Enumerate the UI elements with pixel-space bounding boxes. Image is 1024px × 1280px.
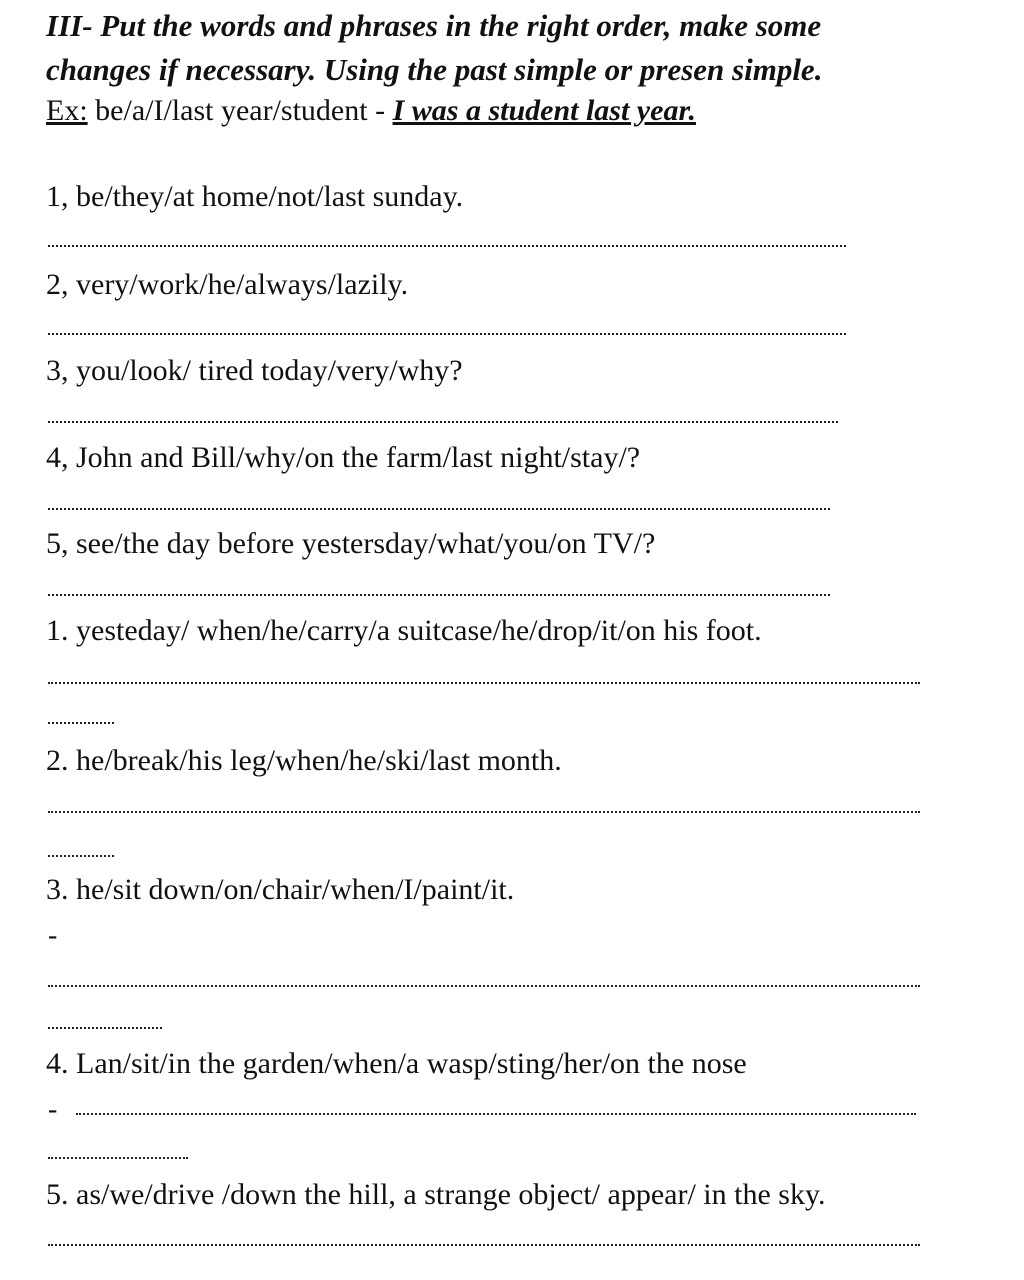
answer-line-2a[interactable] <box>48 333 846 335</box>
answer-line-5b[interactable] <box>48 1244 920 1246</box>
answer-line-3a[interactable] <box>48 421 838 423</box>
exercise-3b-prompt: 3. he/sit down/on/chair/when/I/paint/it. <box>46 873 515 906</box>
exercise-2a-prompt: 2, very/work/he/always/lazily. <box>46 268 409 301</box>
exercise-1b-prompt: 1. yesteday/ when/he/carry/a suitcase/he/drop/it/on his foot. <box>46 614 762 647</box>
answer-line-3b-continued[interactable] <box>48 1027 162 1029</box>
answer-line-5a[interactable] <box>48 594 830 596</box>
answer-line-4b[interactable] <box>76 1113 916 1115</box>
answer-line-2b[interactable] <box>48 811 920 813</box>
instruction-line-2: changes if necessary. Using the past simple or presen simple. <box>46 52 823 87</box>
example-label: Ex: <box>46 94 88 127</box>
dash-mark-3b: - <box>48 920 58 951</box>
answer-line-1a[interactable] <box>48 245 846 247</box>
instruction-line-1: III- Put the words and phrases in the right order, make some <box>46 8 822 43</box>
dash-mark-4b: - <box>48 1094 58 1125</box>
exercise-1a-prompt: 1, be/they/at home/not/last sunday. <box>46 180 464 213</box>
example-prompt: be/a/I/last year/student - <box>87 94 393 127</box>
answer-line-4a[interactable] <box>48 508 830 510</box>
exercise-4b-prompt: 4. Lan/sit/in the garden/when/a wasp/sting/her/on the nose <box>46 1047 747 1080</box>
example-line <box>46 96 696 126</box>
exercise-2b-prompt: 2. he/break/his leg/when/he/ski/last month. <box>46 744 562 777</box>
exercise-5b-prompt: 5. as/we/drive /down the hill, a strange object/ appear/ in the sky. <box>46 1178 826 1211</box>
answer-line-1b[interactable] <box>48 682 920 684</box>
answer-line-4b-continued[interactable] <box>48 1157 188 1159</box>
example-answer: I was a student last year. <box>392 94 696 127</box>
exercise-4a-prompt: 4, John and Bill/why/on the farm/last night/stay/? <box>46 441 641 474</box>
answer-line-3b[interactable] <box>48 985 920 987</box>
exercise-5a-prompt: 5, see/the day before yestersday/what/you/on TV/? <box>46 527 656 560</box>
exercise-3a-prompt: 3, you/look/ tired today/very/why? <box>46 354 463 387</box>
answer-line-1b-continued[interactable] <box>48 722 114 724</box>
answer-line-2b-continued[interactable] <box>48 855 114 857</box>
